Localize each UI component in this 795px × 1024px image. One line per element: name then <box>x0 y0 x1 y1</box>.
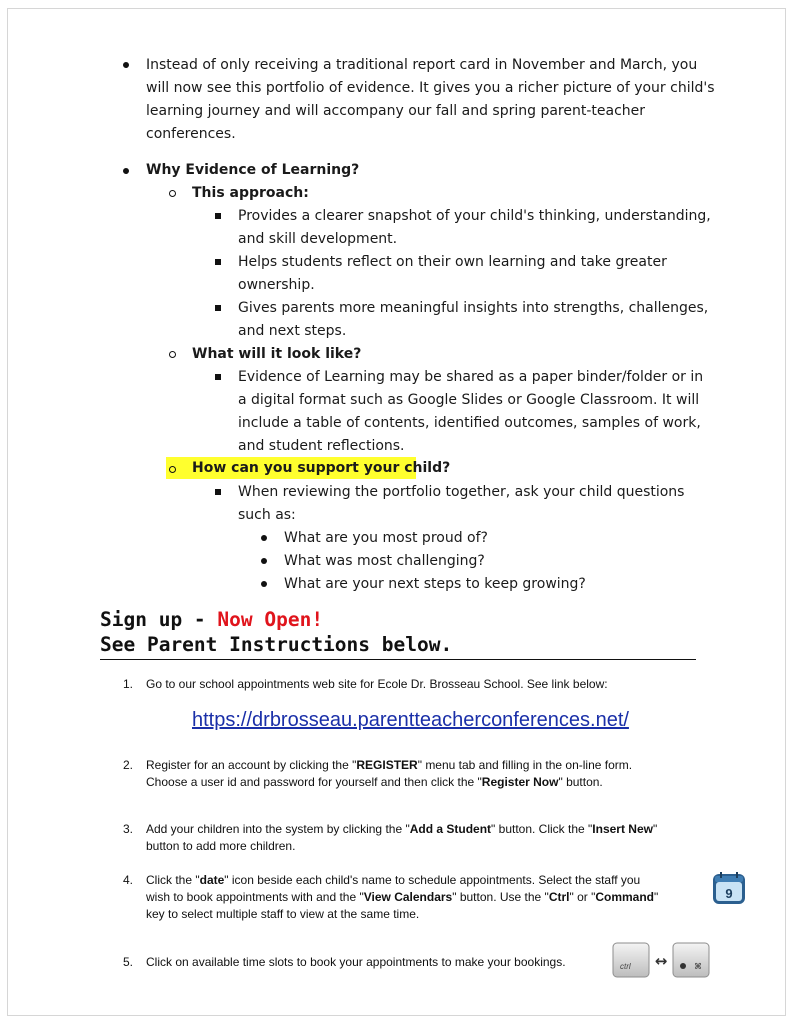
support-question: What was most challenging? <box>284 553 485 569</box>
text-run: " button. <box>558 775 603 789</box>
text-run: " button. Click the " <box>491 822 593 836</box>
approach-item-line: Provides a clearer snapshot of your child's thinking, understanding, <box>238 208 711 224</box>
step-number: 2. <box>123 758 134 772</box>
look-heading: What will it look like? <box>192 346 362 362</box>
support-line: such as: <box>238 507 296 523</box>
look-line: Evidence of Learning may be shared as a paper binder/folder or in <box>238 369 704 385</box>
intro-line: learning journey and will accompany our fall and spring parent-teacher <box>146 103 646 119</box>
bullet-square <box>215 259 221 265</box>
bullet-dot <box>123 168 129 174</box>
approach-item <box>238 205 711 251</box>
intro-line: Instead of only receiving a traditional report card in November and March, you <box>146 57 698 73</box>
signup-prefix: Sign up - <box>100 608 218 631</box>
text-run: wish to book appointments with and the " <box>146 890 364 904</box>
ctrl-label: Ctrl <box>548 890 570 904</box>
look-item <box>238 366 703 458</box>
insert-new-label: Insert New <box>592 822 653 836</box>
approach-item <box>238 251 667 297</box>
bullet-ring <box>169 351 176 358</box>
support-question: What are your next steps to keep growing? <box>284 576 586 592</box>
intro-line: will now see this portfolio of evidence. It gives you a richer picture of your child's <box>146 80 715 96</box>
signup-line-1 <box>100 607 696 632</box>
ctrl-key-label: ctrl <box>620 962 631 971</box>
step-number: 3. <box>123 822 134 836</box>
text-run: Click the " <box>146 873 200 887</box>
step-text <box>146 757 632 791</box>
approach-item-line: and skill development. <box>238 231 398 247</box>
support-line: When reviewing the portfolio together, ask your child questions <box>238 484 685 500</box>
calendar-day: 9 <box>725 886 733 901</box>
add-student-label: Add a Student <box>409 822 492 836</box>
signup-line-2: See Parent Instructions below. <box>100 633 453 656</box>
conference-site-link[interactable]: https://drbrosseau.parentteacherconferences.net/ <box>192 709 629 731</box>
text-run: " <box>654 890 659 904</box>
step-number: 5. <box>123 955 134 969</box>
signup-heading <box>100 607 696 657</box>
intro-line: conferences. <box>146 126 236 142</box>
swap-arrow: ↔ <box>654 952 668 970</box>
approach-heading: This approach: <box>192 185 309 201</box>
register-label: REGISTER <box>356 758 418 772</box>
register-now-label: Register Now <box>481 775 559 789</box>
bullet-square <box>215 489 221 495</box>
approach-item <box>238 297 708 343</box>
bullet-square <box>215 213 221 219</box>
text-run: " icon beside each child's name to schedule appointments. Select the staff you <box>224 873 641 887</box>
text-run: Register for an account by clicking the " <box>146 758 357 772</box>
step-text: Go to our school appointments web site for Ecole Dr. Brosseau School. See link below: <box>146 677 608 691</box>
step-number: 4. <box>123 873 134 887</box>
support-question: What are you most proud of? <box>284 530 488 546</box>
bullet-dot <box>261 535 267 541</box>
approach-item-line: Helps students reflect on their own learning and take greater <box>238 254 667 270</box>
look-line: and student reflections. <box>238 438 405 454</box>
approach-item-line: Gives parents more meaningful insights into strengths, challenges, <box>238 300 709 316</box>
intro-paragraph <box>146 54 715 146</box>
bullet-ring <box>169 466 176 473</box>
support-item <box>238 481 684 527</box>
bullet-dot <box>261 581 267 587</box>
now-open-label: Now Open! <box>217 608 324 631</box>
support-heading: How can you support your child? <box>192 460 451 476</box>
text-run: " or " <box>569 890 596 904</box>
text-run: key to select multiple staff to view at the same time. <box>146 907 420 921</box>
step-text <box>146 872 658 923</box>
text-run: " <box>652 822 658 836</box>
bullet-square <box>215 305 221 311</box>
apple-logo-icon <box>680 963 686 969</box>
text-run: Choose a user id and password for yourself and then click the " <box>146 775 482 789</box>
text-run: Add your children into the system by clicking the " <box>146 822 410 836</box>
calendar-icon <box>711 870 747 906</box>
ctrl-command-keys-icon <box>612 942 710 980</box>
bullet-ring <box>169 190 176 197</box>
step-number: 1. <box>123 677 134 691</box>
bullet-dot <box>261 558 267 564</box>
signup-underline <box>100 659 696 660</box>
bullet-square <box>215 374 221 380</box>
text-run: button to add more children. <box>146 839 296 853</box>
text-run: " menu tab and filling in the on-line form. <box>417 758 633 772</box>
step-text: Click on available time slots to book your appointments to make your bookings. <box>146 955 566 969</box>
date-label: date <box>199 873 225 887</box>
command-label: Command <box>595 890 655 904</box>
step-text <box>146 821 657 855</box>
approach-item-line: ownership. <box>238 277 315 293</box>
view-calendars-label: View Calendars <box>363 890 453 904</box>
look-line: include a table of contents, identified outcomes, samples of work, <box>238 415 701 431</box>
look-line: a digital format such as Google Slides or Google Classroom. It will <box>238 392 700 408</box>
text-run: " button. Use the " <box>452 890 549 904</box>
bullet-dot <box>123 62 129 68</box>
why-heading: Why Evidence of Learning? <box>146 162 360 178</box>
approach-item-line: and next steps. <box>238 323 347 339</box>
command-key-symbol: ⌘ <box>694 962 702 971</box>
